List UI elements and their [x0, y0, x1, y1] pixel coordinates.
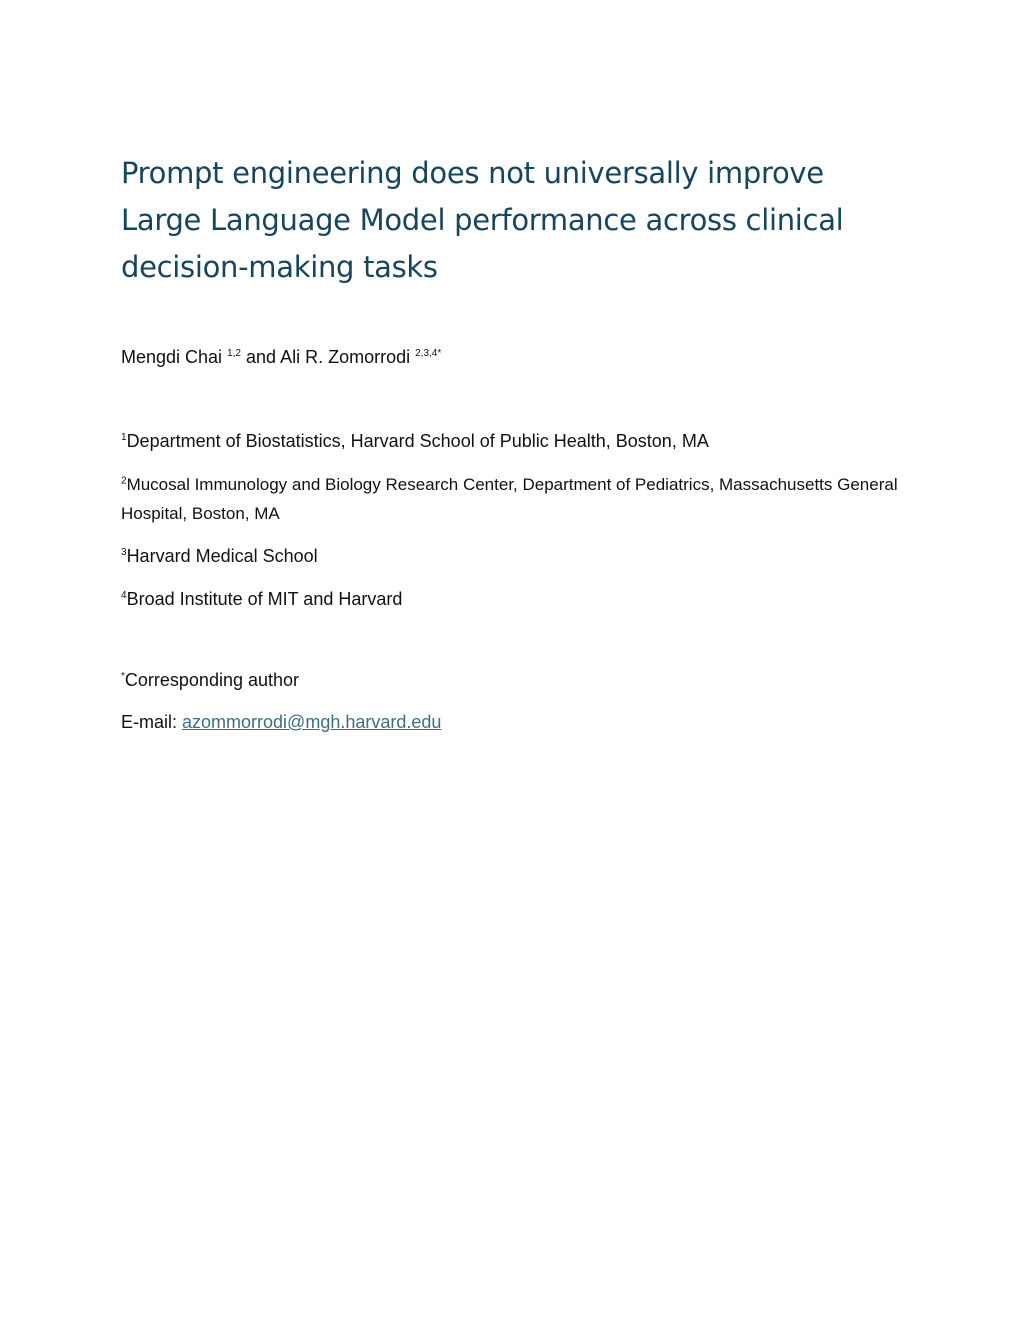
correspondence-block: [121, 666, 911, 736]
corresponding-author-note: [121, 666, 911, 694]
affiliation-number: 4: [121, 590, 127, 601]
affiliation-text: Mucosal Immunology and Biology Research Center, Department of Pediatrics, Massachusetts General Hospital, Boston, MA: [121, 475, 898, 523]
affiliation-number: 3: [121, 547, 127, 558]
author-name: Mengdi Chai: [121, 347, 223, 367]
affiliation-text: Harvard Medical School: [126, 546, 318, 566]
corresponding-marker: *: [121, 671, 125, 682]
affiliation-list: [121, 427, 911, 614]
email-line: [121, 708, 911, 736]
author-list: [121, 345, 911, 369]
author-name: Ali R. Zomorrodi: [280, 347, 411, 367]
corresponding-label: Corresponding author: [124, 670, 300, 690]
affiliation-item: [121, 585, 911, 614]
affiliation-item: [121, 427, 911, 456]
paper-title-page: [121, 150, 911, 750]
affiliation-item: [121, 542, 911, 571]
email-link[interactable]: azommorrodi@mgh.harvard.edu: [182, 712, 442, 732]
author-affiliation-marker: 2,3,4*: [415, 348, 442, 359]
affiliation-number: 1: [121, 432, 127, 443]
affiliation-number: 2: [121, 475, 127, 487]
affiliation-text: Department of Biostatistics, Harvard School of Public Health, Boston, MA: [126, 431, 709, 451]
author-affiliation-marker: 1,2: [227, 348, 241, 359]
affiliation-text: Broad Institute of MIT and Harvard: [126, 589, 403, 609]
email-label: E-mail:: [121, 712, 178, 732]
paper-title: Prompt engineering does not universally improve Large Language Model performance across clinical decision-making tasks: [121, 156, 844, 284]
author-joiner: and: [246, 347, 277, 367]
affiliation-item: [121, 470, 911, 528]
